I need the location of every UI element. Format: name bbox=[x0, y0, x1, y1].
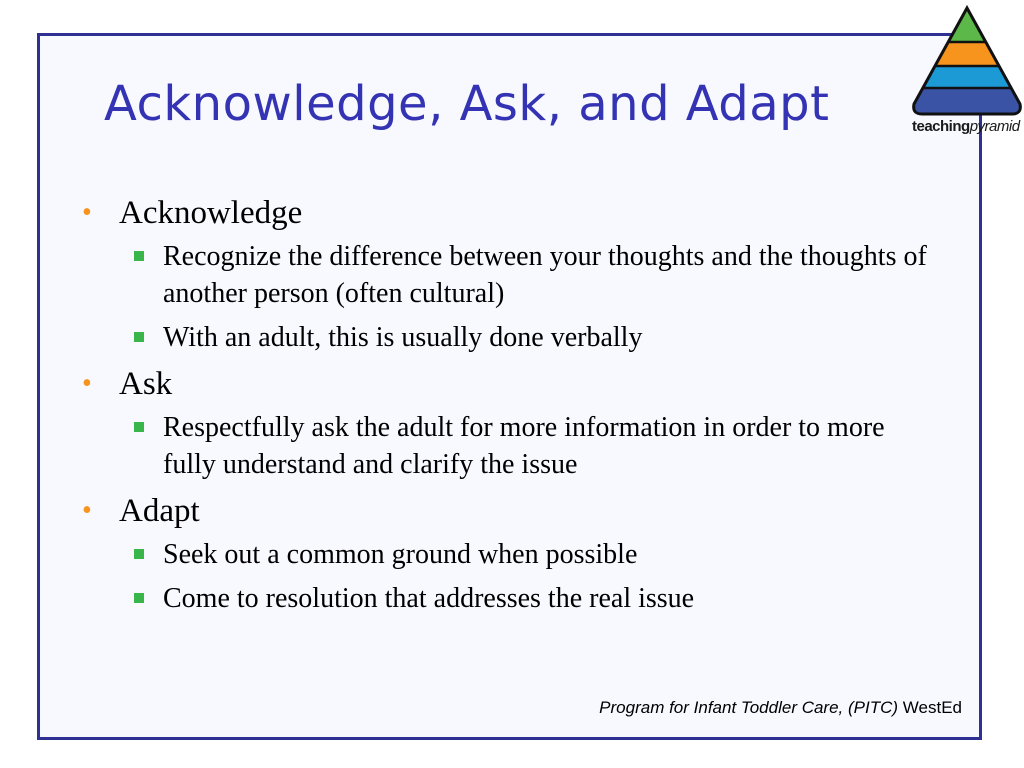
bullet-ask bbox=[78, 363, 938, 483]
sub-item-text: With an adult, this is usually done verbally bbox=[163, 322, 643, 353]
slide-footer bbox=[599, 698, 962, 718]
square-bullet-icon bbox=[134, 549, 144, 559]
sub-item bbox=[119, 238, 938, 312]
square-bullet-icon bbox=[134, 422, 144, 432]
bullet-dot-icon: • bbox=[82, 368, 92, 399]
bullet-acknowledge bbox=[78, 192, 938, 356]
pyramid-icon bbox=[910, 4, 1024, 119]
logo-wordmark bbox=[912, 118, 1020, 135]
sub-item bbox=[119, 319, 938, 356]
bullet-list bbox=[78, 192, 938, 624]
sub-item bbox=[119, 580, 938, 617]
bullet-label: Ask bbox=[119, 366, 173, 402]
footer-program: Program for Infant Toddler Care, (PITC) bbox=[599, 698, 899, 717]
sub-item-text: Respectfully ask the adult for more information in order to more fully understand and clarify the issue bbox=[163, 412, 885, 480]
bullet-label: Acknowledge bbox=[119, 195, 303, 231]
sub-list bbox=[119, 536, 938, 617]
slide-title: Acknowledge, Ask, and Adapt bbox=[104, 76, 830, 132]
footer-org: WestEd bbox=[902, 698, 962, 717]
bullet-dot-icon: • bbox=[82, 197, 92, 228]
sub-item bbox=[119, 536, 938, 573]
square-bullet-icon bbox=[134, 593, 144, 603]
sub-item-text: Come to resolution that addresses the real issue bbox=[163, 583, 695, 614]
sub-item bbox=[119, 409, 938, 483]
square-bullet-icon bbox=[134, 251, 144, 261]
bullet-adapt bbox=[78, 490, 938, 617]
sub-list bbox=[119, 238, 938, 356]
square-bullet-icon bbox=[134, 332, 144, 342]
sub-item-text: Seek out a common ground when possible bbox=[163, 539, 638, 570]
sub-item-text: Recognize the difference between your thoughts and the thoughts of another person (often cultural) bbox=[163, 241, 927, 309]
teaching-pyramid-logo bbox=[910, 4, 1024, 139]
sub-list bbox=[119, 409, 938, 483]
bullet-label: Adapt bbox=[119, 493, 200, 529]
bullet-dot-icon: • bbox=[82, 495, 92, 526]
logo-text-light: pyramid bbox=[969, 118, 1020, 135]
logo-text-bold: teaching bbox=[912, 118, 970, 135]
